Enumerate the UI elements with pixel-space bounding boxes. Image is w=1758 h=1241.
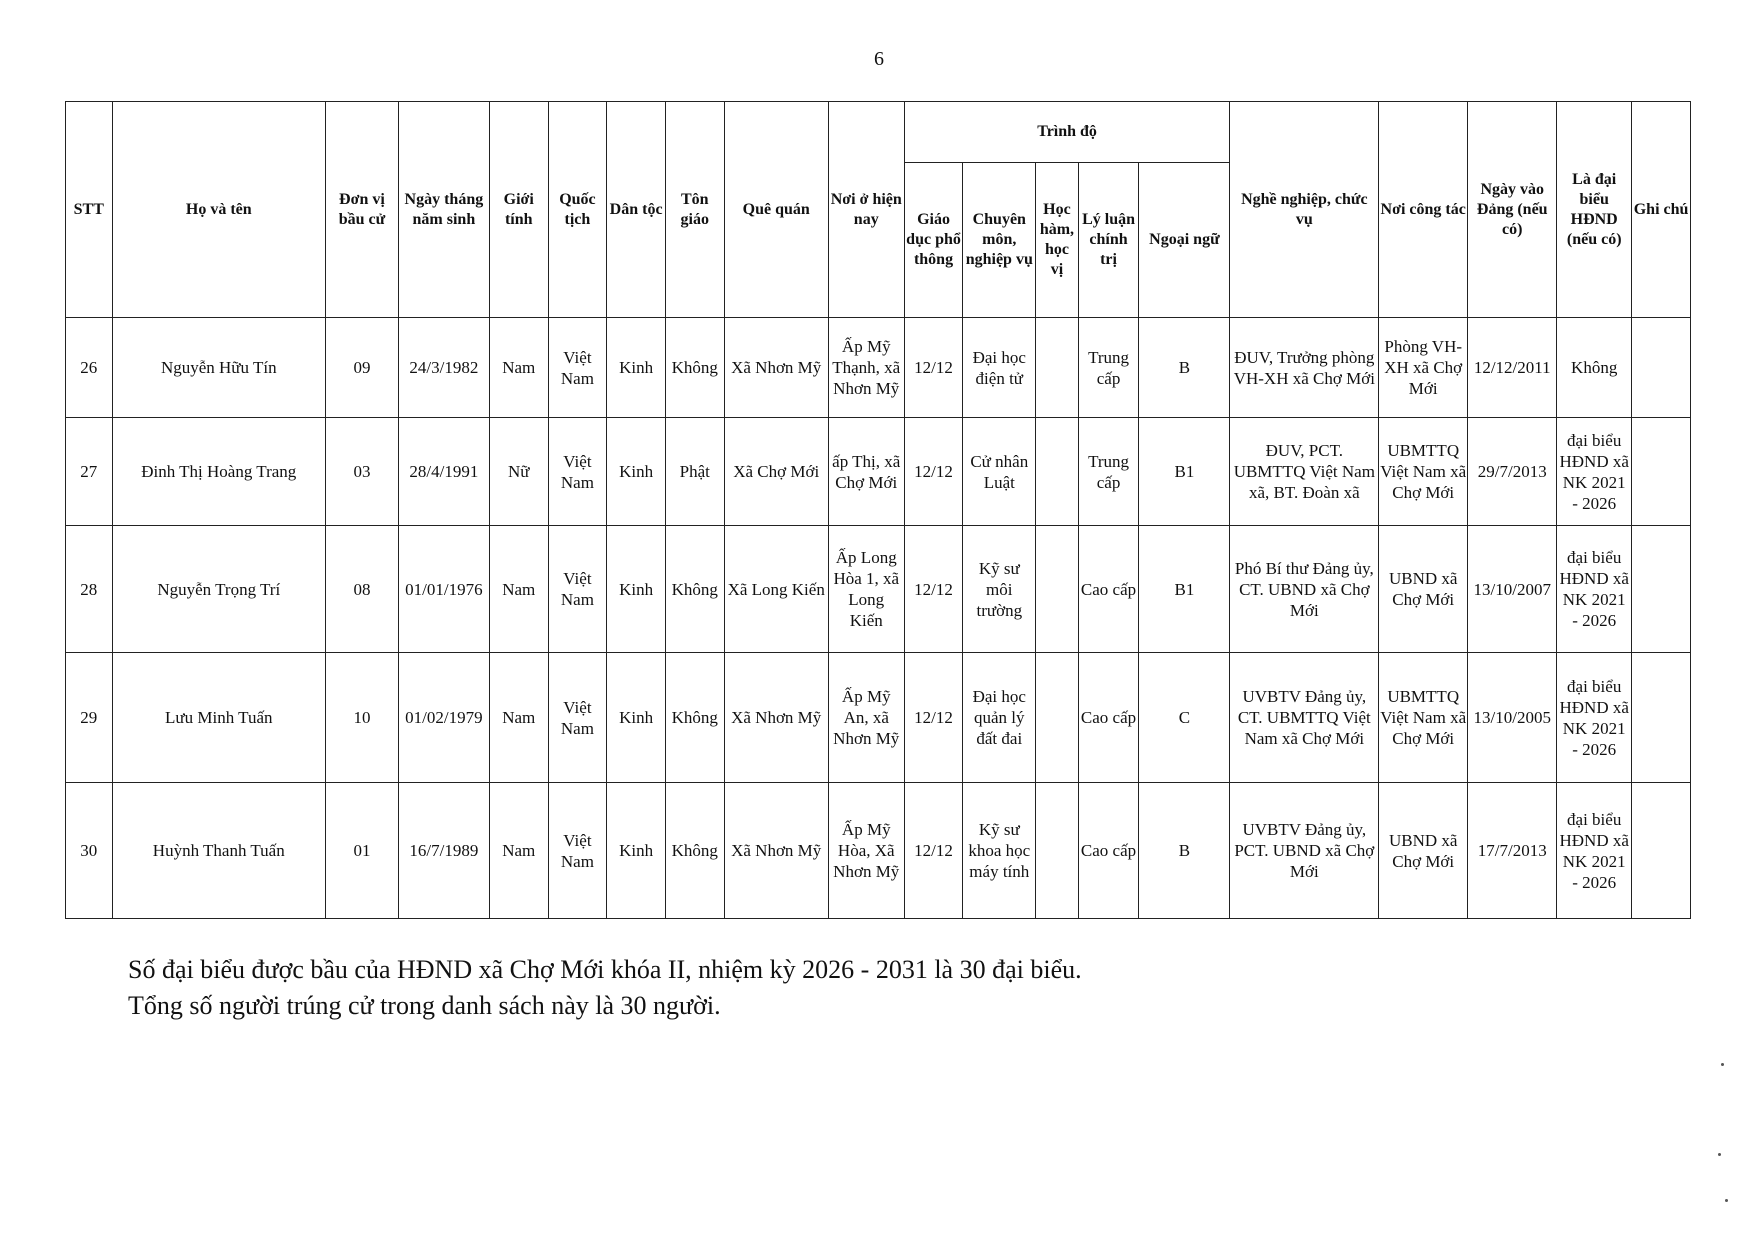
cell-party-date: 17/7/2013 — [1468, 783, 1557, 919]
cell-full-name: Đinh Thị Hoàng Trang — [112, 418, 325, 526]
cell-specialty: Đại học quản lý đất đai — [963, 653, 1036, 783]
cell-academic-title — [1036, 783, 1078, 919]
cell-residence: ấp Thị, xã Chợ Mới — [828, 418, 904, 526]
cell-full-name: Nguyễn Hữu Tín — [112, 318, 325, 418]
cell-occupation: ĐUV, Trưởng phòng VH-XH xã Chợ Mới — [1230, 318, 1379, 418]
cell-hometown: Xã Long Kiến — [724, 526, 828, 653]
cell-residence: Ấp Mỹ Hòa, Xã Nhơn Mỹ — [828, 783, 904, 919]
cell-general-education: 12/12 — [904, 783, 963, 919]
table-row — [66, 653, 1691, 783]
cell-foreign-language: B — [1139, 783, 1230, 919]
cell-council-delegate: đại biểu HĐND xã NK 2021 - 2026 — [1557, 783, 1632, 919]
cell-political-theory: Cao cấp — [1078, 526, 1139, 653]
cell-council-delegate: Không — [1557, 318, 1632, 418]
cell-electoral-unit: 01 — [326, 783, 399, 919]
cell-academic-title — [1036, 318, 1078, 418]
cell-hometown: Xã Nhơn Mỹ — [724, 318, 828, 418]
table-row — [66, 783, 1691, 919]
cell-birth-date: 01/02/1979 — [398, 653, 489, 783]
header-nationality: Quốc tịch — [548, 102, 607, 318]
cell-hometown: Xã Chợ Mới — [724, 418, 828, 526]
scan-speck — [1725, 1199, 1728, 1202]
cell-electoral-unit: 08 — [326, 526, 399, 653]
cell-party-date: 12/12/2011 — [1468, 318, 1557, 418]
cell-religion: Không — [665, 318, 724, 418]
cell-birth-date: 24/3/1982 — [398, 318, 489, 418]
cell-ethnicity: Kinh — [607, 653, 666, 783]
header-electoral-unit: Đơn vị bầu cử — [326, 102, 399, 318]
cell-council-delegate: đại biểu HĐND xã NK 2021 - 2026 — [1557, 653, 1632, 783]
header-council-delegate: Là đại biểu HĐND (nếu có) — [1557, 102, 1632, 318]
cell-notes — [1632, 653, 1691, 783]
cell-workplace: UBMTTQ Việt Nam xã Chợ Mới — [1379, 418, 1468, 526]
table-row — [66, 526, 1691, 653]
cell-religion: Không — [665, 783, 724, 919]
cell-gender: Nam — [489, 783, 548, 919]
cell-notes — [1632, 318, 1691, 418]
header-education-group: Trình độ — [904, 102, 1230, 163]
cell-stt: 29 — [66, 653, 113, 783]
cell-general-education: 12/12 — [904, 418, 963, 526]
cell-ethnicity: Kinh — [607, 418, 666, 526]
cell-birth-date: 16/7/1989 — [398, 783, 489, 919]
cell-party-date: 13/10/2005 — [1468, 653, 1557, 783]
header-specialty: Chuyên môn, nghiệp vụ — [963, 163, 1036, 318]
cell-foreign-language: B — [1139, 318, 1230, 418]
cell-electoral-unit: 03 — [326, 418, 399, 526]
cell-specialty: Kỹ sư khoa học máy tính — [963, 783, 1036, 919]
cell-general-education: 12/12 — [904, 526, 963, 653]
cell-full-name: Lưu Minh Tuấn — [112, 653, 325, 783]
header-foreign-language: Ngoại ngữ — [1139, 163, 1230, 318]
cell-academic-title — [1036, 418, 1078, 526]
summary-line-total-winners: Tổng số người trúng cử trong danh sách này là 30 người. — [128, 991, 721, 1020]
table-row — [66, 318, 1691, 418]
header-birth-date: Ngày tháng năm sinh — [398, 102, 489, 318]
cell-nationality: Việt Nam — [548, 418, 607, 526]
cell-council-delegate: đại biểu HĐND xã NK 2021 - 2026 — [1557, 526, 1632, 653]
header-ethnicity: Dân tộc — [607, 102, 666, 318]
header-party-date: Ngày vào Đảng (nếu có) — [1468, 102, 1557, 318]
cell-specialty: Đại học điện tử — [963, 318, 1036, 418]
header-general-education: Giáo dục phổ thông — [904, 163, 963, 318]
cell-stt: 26 — [66, 318, 113, 418]
cell-occupation: ĐUV, PCT. UBMTTQ Việt Nam xã, BT. Đoàn xã — [1230, 418, 1379, 526]
header-gender: Giới tính — [489, 102, 548, 318]
header-academic-title: Học hàm, học vị — [1036, 163, 1078, 318]
cell-council-delegate: đại biểu HĐND xã NK 2021 - 2026 — [1557, 418, 1632, 526]
page-number: 6 — [874, 48, 884, 70]
cell-nationality: Việt Nam — [548, 653, 607, 783]
cell-party-date: 13/10/2007 — [1468, 526, 1557, 653]
header-religion: Tôn giáo — [665, 102, 724, 318]
cell-electoral-unit: 10 — [326, 653, 399, 783]
cell-foreign-language: C — [1139, 653, 1230, 783]
cell-occupation: Phó Bí thư Đảng ủy, CT. UBND xã Chợ Mới — [1230, 526, 1379, 653]
header-full-name: Họ và tên — [112, 102, 325, 318]
cell-political-theory: Cao cấp — [1078, 783, 1139, 919]
cell-residence: Ấp Long Hòa 1, xã Long Kiến — [828, 526, 904, 653]
cell-gender: Nữ — [489, 418, 548, 526]
cell-notes — [1632, 418, 1691, 526]
header-political-theory: Lý luận chính trị — [1078, 163, 1139, 318]
cell-workplace: UBND xã Chợ Mới — [1379, 783, 1468, 919]
header-row-1 — [66, 102, 1691, 163]
cell-political-theory: Cao cấp — [1078, 653, 1139, 783]
cell-occupation: UVBTV Đảng ủy, CT. UBMTTQ Việt Nam xã Chợ Mới — [1230, 653, 1379, 783]
cell-foreign-language: B1 — [1139, 526, 1230, 653]
cell-residence: Ấp Mỹ An, xã Nhơn Mỹ — [828, 653, 904, 783]
header-stt: STT — [66, 102, 113, 318]
cell-electoral-unit: 09 — [326, 318, 399, 418]
scan-speck — [1721, 1063, 1724, 1066]
header-hometown: Quê quán — [724, 102, 828, 318]
cell-specialty: Kỹ sư môi trường — [963, 526, 1036, 653]
scan-speck — [1718, 1153, 1721, 1156]
cell-stt: 30 — [66, 783, 113, 919]
cell-full-name: Huỳnh Thanh Tuấn — [112, 783, 325, 919]
cell-foreign-language: B1 — [1139, 418, 1230, 526]
cell-full-name: Nguyễn Trọng Trí — [112, 526, 325, 653]
cell-occupation: UVBTV Đảng ủy, PCT. UBND xã Chợ Mới — [1230, 783, 1379, 919]
cell-notes — [1632, 783, 1691, 919]
cell-birth-date: 01/01/1976 — [398, 526, 489, 653]
cell-general-education: 12/12 — [904, 653, 963, 783]
cell-general-education: 12/12 — [904, 318, 963, 418]
cell-religion: Phật — [665, 418, 724, 526]
cell-party-date: 29/7/2013 — [1468, 418, 1557, 526]
cell-specialty: Cử nhân Luật — [963, 418, 1036, 526]
cell-hometown: Xã Nhơn Mỹ — [724, 783, 828, 919]
summary-line-elected-count: Số đại biểu được bầu của HĐND xã Chợ Mới khóa II, nhiệm kỳ 2026 - 2031 là 30 đại biểu. — [128, 955, 1082, 984]
header-notes: Ghi chú — [1632, 102, 1691, 318]
candidate-results-table — [65, 101, 1691, 919]
cell-ethnicity: Kinh — [607, 526, 666, 653]
cell-political-theory: Trung cấp — [1078, 318, 1139, 418]
cell-gender: Nam — [489, 526, 548, 653]
cell-notes — [1632, 526, 1691, 653]
cell-hometown: Xã Nhơn Mỹ — [724, 653, 828, 783]
header-residence: Nơi ở hiện nay — [828, 102, 904, 318]
cell-ethnicity: Kinh — [607, 318, 666, 418]
cell-religion: Không — [665, 526, 724, 653]
cell-residence: Ấp Mỹ Thạnh, xã Nhơn Mỹ — [828, 318, 904, 418]
cell-academic-title — [1036, 653, 1078, 783]
cell-stt: 28 — [66, 526, 113, 653]
cell-ethnicity: Kinh — [607, 783, 666, 919]
cell-academic-title — [1036, 526, 1078, 653]
table-row — [66, 418, 1691, 526]
cell-nationality: Việt Nam — [548, 318, 607, 418]
cell-stt: 27 — [66, 418, 113, 526]
summary-block — [128, 952, 1082, 1024]
cell-workplace: Phòng VH-XH xã Chợ Mới — [1379, 318, 1468, 418]
cell-political-theory: Trung cấp — [1078, 418, 1139, 526]
cell-gender: Nam — [489, 318, 548, 418]
cell-nationality: Việt Nam — [548, 783, 607, 919]
cell-birth-date: 28/4/1991 — [398, 418, 489, 526]
cell-religion: Không — [665, 653, 724, 783]
cell-workplace: UBMTTQ Việt Nam xã Chợ Mới — [1379, 653, 1468, 783]
cell-workplace: UBND xã Chợ Mới — [1379, 526, 1468, 653]
header-occupation: Nghề nghiệp, chức vụ — [1230, 102, 1379, 318]
header-workplace: Nơi công tác — [1379, 102, 1468, 318]
cell-gender: Nam — [489, 653, 548, 783]
cell-nationality: Việt Nam — [548, 526, 607, 653]
